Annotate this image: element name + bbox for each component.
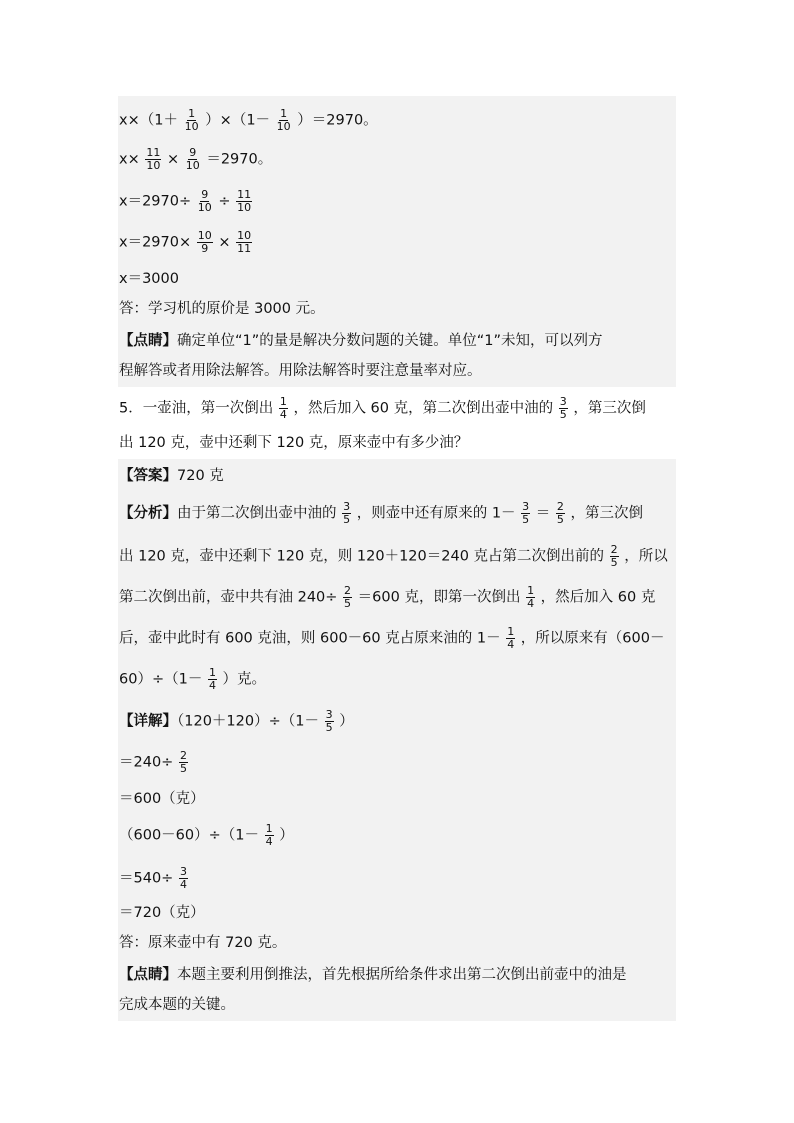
fraction: $\frac{1}{4}$ <box>527 584 535 610</box>
fraction: $\frac{1}{4}$ <box>208 666 216 692</box>
equation-line: x× $\frac{11}{10}$ × $\frac{9}{10}$ ＝2970。 <box>119 146 273 172</box>
fraction: $\frac{2}{5}$ <box>179 749 187 775</box>
fraction: $\frac{3}{5}$ <box>559 395 567 421</box>
analysis-line: 出 120 克，壶中还剩下 120 克，则 120＋120＝240 克占第二次倒出前的 $\frac{2}{5}$ ，所以 <box>119 543 668 569</box>
analysis-label: 【分析】 <box>119 505 177 522</box>
fraction: $\frac{1}{10}$ <box>276 107 291 133</box>
fraction: $\frac{9}{10}$ <box>197 188 212 214</box>
detail-line: ＝600（克） <box>119 791 205 807</box>
fraction: $\frac{9}{10}$ <box>185 146 200 172</box>
fraction: $\frac{2}{5}$ <box>344 584 352 610</box>
comment-label: 【点睛】 <box>119 333 177 349</box>
detail-line: ＝540÷ $\frac{3}{4}$ <box>119 865 187 891</box>
fraction: $\frac{11}{10}$ <box>237 188 252 214</box>
fraction: $\frac{11}{10}$ <box>146 146 161 172</box>
comment-label: 【点睛】 <box>119 967 177 983</box>
analysis-line: 第二次倒出前，壶中共有油 240÷ $\frac{2}{5}$ ＝600 克，即第一次倒出 $\frac{1}{4}$ ，然后加入 60 克 <box>119 584 656 610</box>
fraction: $\frac{1}{10}$ <box>184 107 199 133</box>
fraction: $\frac{1}{4}$ <box>265 822 273 848</box>
comment-line: 完成本题的关键。 <box>119 997 235 1013</box>
analysis-line: 后，壶中此时有 600 克油，则 600－60 克占原来油的 1－ $\frac{1}{4}$ ，所以原来有（600－ <box>119 625 665 651</box>
comment-line: 程解答或者用除法解答。用除法解答时要注意量率对应。 <box>119 363 482 379</box>
fraction: $\frac{2}{5}$ <box>556 500 564 526</box>
equation-line: x＝2970÷ $\frac{9}{10}$ ÷ $\frac{11}{10}$ <box>119 188 252 214</box>
comment-line: 【点睛】本题主要利用倒推法，首先根据所给条件求出第二次倒出前壶中的油是 <box>119 967 627 983</box>
detail-line: ＝720（克） <box>119 905 205 921</box>
comment-line: 【点睛】确定单位“1”的量是解决分数问题的关键。单位“1”未知，可以列方 <box>119 333 603 349</box>
fraction: $\frac{1}{4}$ <box>507 625 515 651</box>
fraction: $\frac{10}{11}$ <box>237 229 252 255</box>
equation-line: x＝2970× $\frac{10}{9}$ × $\frac{10}{11}$ <box>119 229 252 255</box>
analysis-line: 60）÷（1－ $\frac{1}{4}$ ）克。 <box>119 666 267 692</box>
detail-line: ＝240÷ $\frac{2}{5}$ <box>119 749 187 775</box>
problem-text: 出 120 克，壶中还剩下 120 克，原来壶中有多少油？ <box>119 435 469 451</box>
fraction: $\frac{3}{5}$ <box>325 708 333 734</box>
analysis-line: 【分析】由于第二次倒出壶中油的 $\frac{3}{5}$ ，则壶中还有原来的 1－ $\frac{3}{5}$ ＝ $\frac{2}{5}$ ，第三次倒 <box>119 500 643 526</box>
answer-text: 答：原来壶中有 720 克。 <box>119 935 287 951</box>
fraction: $\frac{2}{5}$ <box>610 543 618 569</box>
problem-text: 5．一壶油，第一次倒出 $\frac{1}{4}$ ，然后加入 60 克，第二次倒出壶中油的 $\frac{3}{5}$ ，第三次倒 <box>119 395 646 421</box>
equation-result: x＝3000 <box>119 271 179 287</box>
detail-line: 【详解】（120＋120）÷（1－ $\frac{3}{5}$ ） <box>119 708 354 734</box>
fraction: $\frac{3}{4}$ <box>179 865 187 891</box>
detail-line: （600－60）÷（1－ $\frac{1}{4}$ ） <box>119 822 294 848</box>
detail-label: 【详解】 <box>119 713 177 730</box>
fraction: $\frac{1}{4}$ <box>279 395 287 421</box>
fraction: $\frac{3}{5}$ <box>522 500 530 526</box>
fraction: $\frac{3}{5}$ <box>343 500 351 526</box>
answer-text: 答：学习机的原价是 3000 元。 <box>119 301 325 317</box>
equation-line: x×（1＋ $\frac{1}{10}$ ）×（1－ $\frac{1}{10}$ ）＝2970。 <box>119 107 378 133</box>
fraction: $\frac{10}{9}$ <box>197 229 212 255</box>
answer-label: 【答案】 <box>119 468 177 484</box>
answer-line: 【答案】720 克 <box>119 468 224 484</box>
